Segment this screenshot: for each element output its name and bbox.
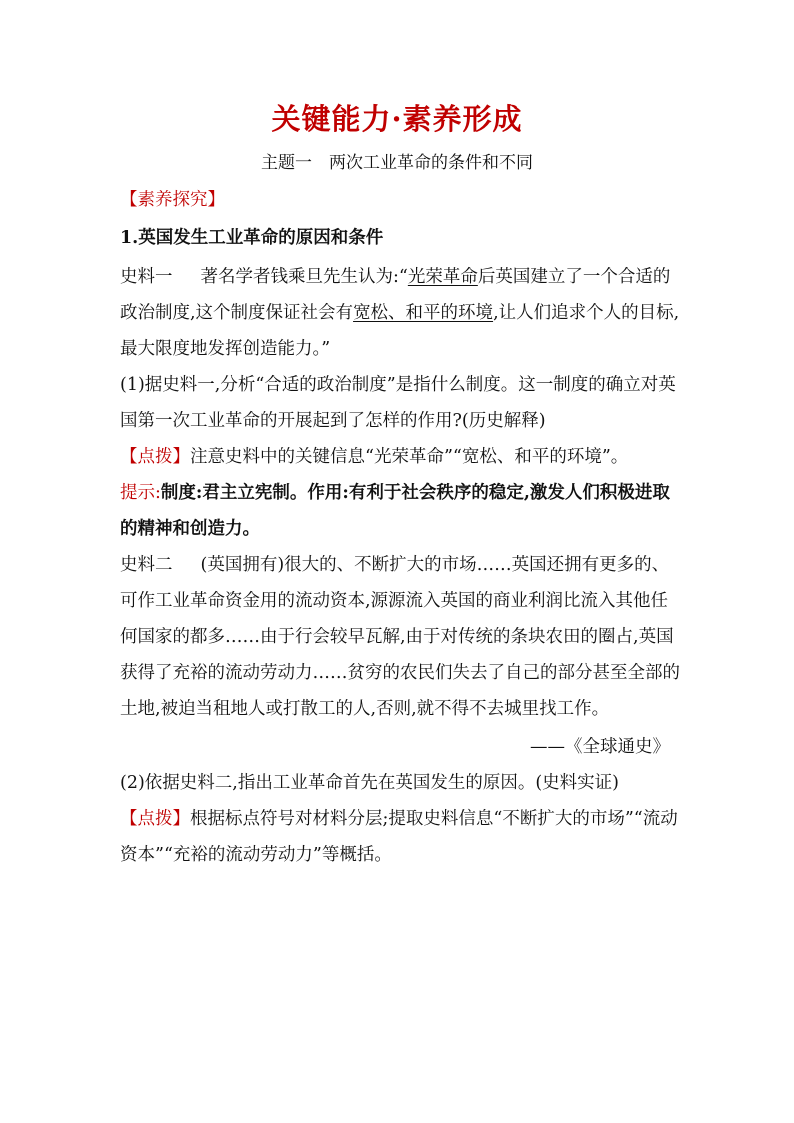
material-two-label: 史料二 xyxy=(120,555,173,575)
material-two xyxy=(120,547,680,727)
material-two-text: (英国拥有)很大的、不断扩大的市场……英国还拥有更多的、可作工业革命资金用的流动资本,源源流入英国的商业利润比流入其他任何国家的都多……由于行会较早瓦解,由于对传统的条块农田的圈占,英国获得了充裕的流动劳动力……贫穷的农民们失去了自己的部分甚至全部的土地,被迫当租地人或打散工的人,否则,就不得不去城里找工作。 xyxy=(120,555,680,719)
question-two: (2)依据史料二,指出工业革命首先在英国发生的原因。(史料实证) xyxy=(120,773,620,793)
material-one xyxy=(120,259,680,367)
section-heading: 1.英国发生工业革命的原因和条件 xyxy=(120,228,384,248)
topic-subtitle: 主题一 两次工业革命的条件和不同 xyxy=(261,153,533,173)
answer-one-text: 制度:君主立宪制。作用:有利于社会秩序的稳定,激发人们积极进取的精神和创造力。 xyxy=(120,483,670,539)
material-two-source: ——《全球通史》 xyxy=(530,737,670,757)
question-one: (1)据史料一,分析“合适的政治制度”是指什么制度。这一制度的确立对英国第一次工业革命的开展起到了怎样的作用?(历史解释) xyxy=(120,375,676,431)
underlined-glorious-revolution: 光荣革命 xyxy=(407,267,478,287)
underlined-environment: 宽松、和平的环境 xyxy=(353,303,494,323)
tip-one-label: 【点拨】 xyxy=(120,447,190,467)
material-one-label: 史料一 xyxy=(120,267,173,287)
answer-one xyxy=(120,475,680,547)
tip-two-text: 根据标点符号对材料分层;提取史料信息“不断扩大的市场”“流动资本”“充裕的流动劳动力”等概括。 xyxy=(120,809,678,865)
material-one-mid: 后英国建立了一个合适的政治制度,这个制度保证社会有 xyxy=(120,267,671,323)
section-tag: 【素养探究】 xyxy=(120,190,225,210)
answer-one-label: 提示: xyxy=(120,483,161,503)
content-body xyxy=(120,185,680,873)
tip-two-label: 【点拨】 xyxy=(120,809,190,829)
material-one-end: ,让人们追求个人的目标,最大限度地发挥创造能力。” xyxy=(120,303,680,359)
material-one-intro: 著名学者钱乘旦先生认为:“ xyxy=(200,267,408,287)
tip-one xyxy=(120,439,680,475)
tip-two xyxy=(120,801,680,873)
page-title: 关键能力·素养形成 xyxy=(271,102,523,136)
tip-one-text: 注意史料中的关键信息“光荣革命”“宽松、和平的环境”。 xyxy=(190,447,629,467)
